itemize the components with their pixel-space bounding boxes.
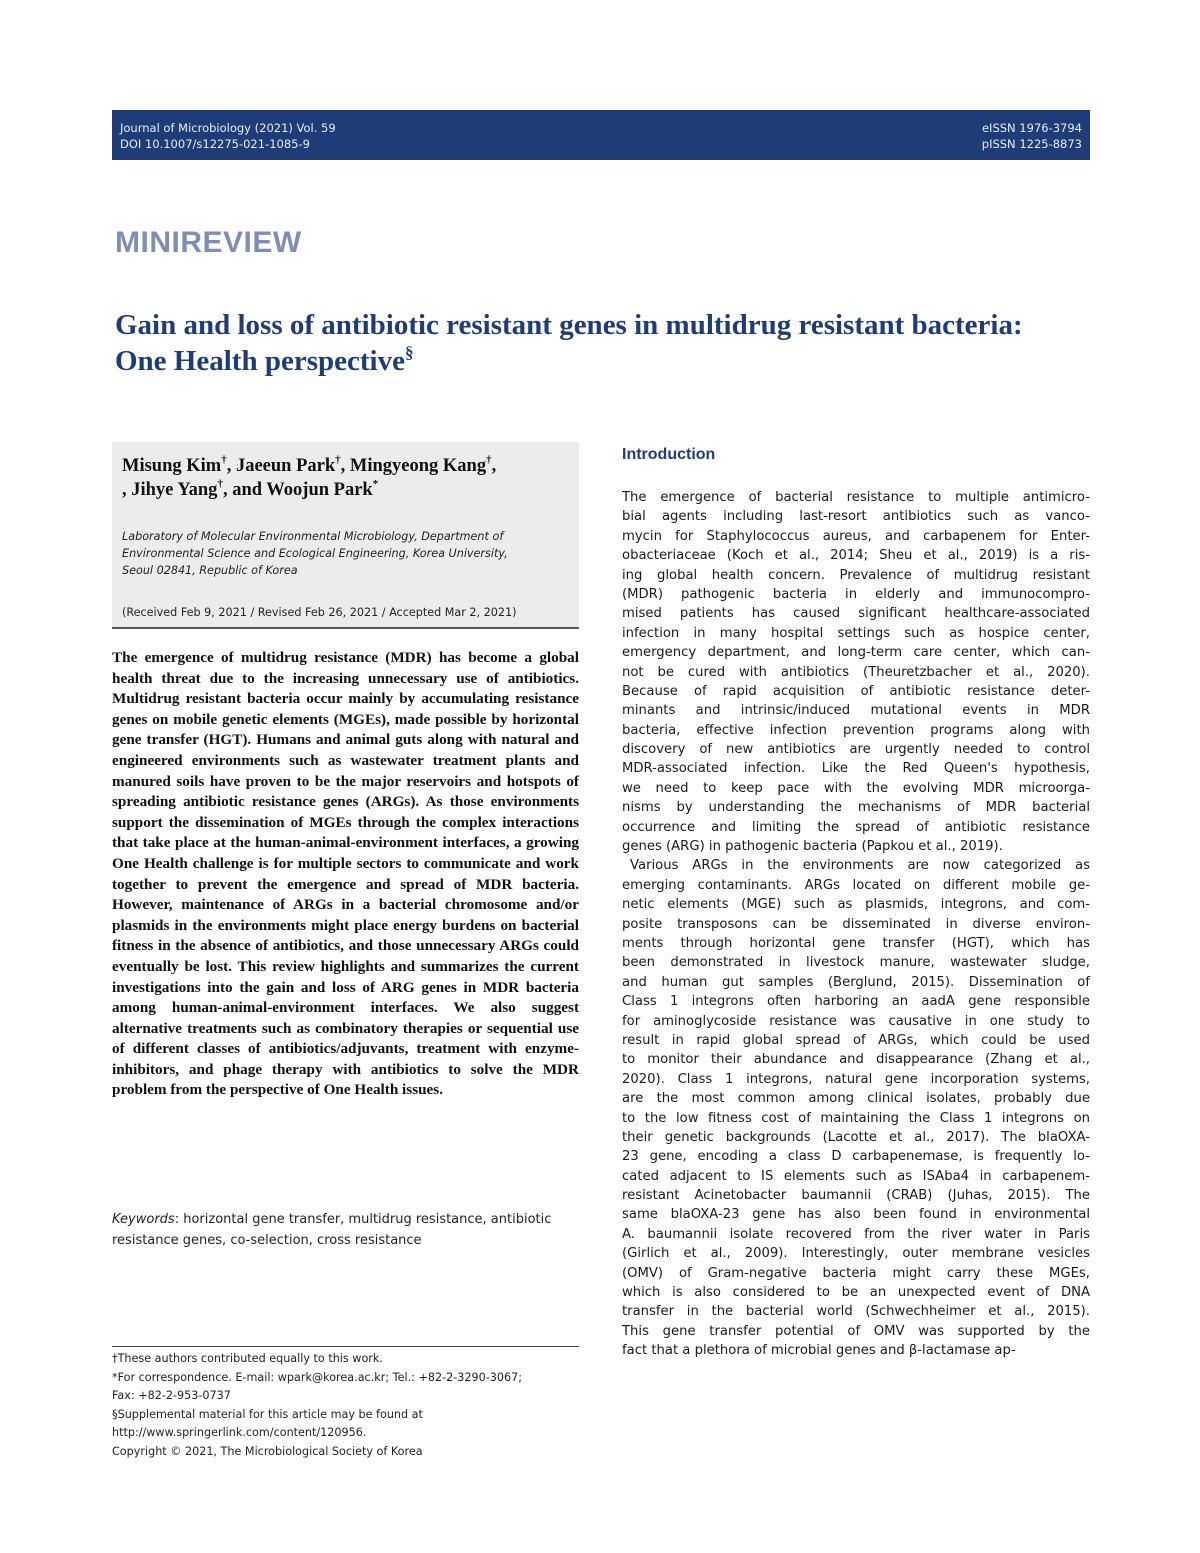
keywords xyxy=(112,1210,579,1251)
footnote-fax: Fax: +82-2-953-0737 xyxy=(112,1389,231,1403)
body-text-line: mised patients has caused significant healthcare-associated xyxy=(622,606,1090,622)
body-text-line: nisms by understanding the mechanisms of MDR bacterial xyxy=(622,800,1090,816)
journal-info xyxy=(120,120,336,152)
supplement-mark: § xyxy=(404,343,414,362)
author-list xyxy=(122,454,572,502)
introduction-heading: Introduction xyxy=(622,446,716,463)
body-text-line: 2020). Class 1 integrons, natural gene incorporation systems, xyxy=(622,1071,1090,1087)
footnote-rule xyxy=(112,1346,579,1347)
author-mark: † xyxy=(335,454,341,466)
body-text-line: to monitor their abundance and disappearance (Zhang et al., xyxy=(622,1052,1090,1068)
body-text-line: genes (ARG) in pathogenic bacteria (Papkou et al., 2019). xyxy=(622,839,1003,855)
affiliation-line: Laboratory of Molecular Environmental Microbiology, Department of xyxy=(122,530,504,543)
abstract: The emergence of multidrug resistance (MDR) has become a global health threat due to the increasing unnecessary use of antibiotics. Multidrug resistant bacteria occur mainly by accumulating resistance genes on mobile genetic elements (MGEs), made possible by horizontal gene transfer (HGT). Humans and animal guts along with natural and engineered environments such as wastewater treatment plants and manured soils have proven to be the major reservoirs and hotspots of spreading antibiotic resistance genes (ARGs). As those environments support the dissemination of MGEs through the complex interactions that take place at the human-animal-environment interfaces, a growing One Health challenge is for multiple sectors to communicate and work together to prevent the emergence and spread of MDR bacteria. However, maintenance of ARGs in a bacterial chromosome and/or plasmids in the environments might place energy burdens on bacterial fitness in the absence of antibiotics, and those unnecessary ARGs could eventually be lost. This review highlights and summarizes the current investigations into the gain and loss of ARG genes in MDR bacteria among human-animal-environment interfaces. We also suggest alternative treatments such as combinatory therapies or sequential use of different classes of antibiotics/adjuvants, treatment with enzyme-inhibitors, and phage therapy with antibiotics to solve the MDR problem from the perspective of One Health issues. xyxy=(112,649,579,1099)
affiliation-line: Seoul 02841, Republic of Korea xyxy=(122,564,298,577)
author-mark: † xyxy=(217,478,223,490)
author-mark: † xyxy=(486,454,492,466)
body-text-line: transfer in the bacterial world (Schwechheimer et al., 2015). xyxy=(622,1304,1090,1320)
author-name: , and Woojun Park xyxy=(222,480,373,500)
body-text-line: Because of rapid acquisition of antibiotic resistance deter- xyxy=(622,683,1090,699)
article-type-label: MINIREVIEW xyxy=(115,226,302,259)
body-text-line: resistant Acinetobacter baumannii (CRAB) (Juhas, 2015). The xyxy=(622,1188,1090,1204)
body-text-line: cated adjacent to IS elements such as ISAba4 in carbapenem- xyxy=(622,1168,1090,1184)
title-line-1: Gain and loss of antibiotic resistant genes in multidrug resistant bacteria: xyxy=(115,309,1023,341)
body-text-line: occurrence and limiting the spread of antibiotic resistance xyxy=(622,819,1090,835)
keywords-text: : horizontal gene transfer, multidrug resistance, antibiotic resistance genes, co-selection, cross resistance xyxy=(112,1212,552,1248)
doi: DOI 10.1007/s12275-021-1085-9 xyxy=(120,137,310,151)
body-text-line: netic elements (MGE) such as plasmids, integrons, and com- xyxy=(622,897,1090,913)
body-text-line: bial agents including last-resort antibiotics such as vanco- xyxy=(622,509,1090,525)
received-dates: (Received Feb 9, 2021 / Revised Feb 26, 2021 / Accepted Mar 2, 2021) xyxy=(122,606,517,619)
issn-info xyxy=(982,120,1082,152)
footnotes xyxy=(112,1350,582,1462)
author-name: , Jaeeun Park xyxy=(226,456,336,476)
author-mark: † xyxy=(221,454,227,466)
author-info-box xyxy=(112,442,579,627)
body-text-line: been demonstrated in livestock manure, wastewater sludge, xyxy=(622,955,1090,971)
author-name: Misung Kim xyxy=(122,456,222,476)
body-text-line: to the low fitness cost of maintaining the Class 1 integrons on xyxy=(622,1110,1090,1126)
body-text-line: posite transposons can be disseminated in diverse environ- xyxy=(622,916,1090,932)
author-mark: * xyxy=(372,478,379,490)
body-text-line: which is also considered to be an unexpected event of DNA xyxy=(622,1285,1090,1301)
journal-citation: Journal of Microbiology (2021) Vol. 59 xyxy=(120,121,336,135)
body-text-line: This gene transfer potential of OMV was supported by the xyxy=(622,1323,1090,1339)
eissn: eISSN 1976-3794 xyxy=(981,121,1082,135)
journal-header-banner xyxy=(112,110,1090,160)
body-text-line: emergency department, and long-term care center, which can- xyxy=(622,645,1090,661)
body-text-line: MDR-associated infection. Like the Red Queen's hypothesis, xyxy=(622,761,1090,777)
body-text-line: infection in many hospital settings such as hospice center, xyxy=(622,625,1090,641)
info-box-rule xyxy=(112,627,579,629)
article-title xyxy=(115,307,1105,379)
body-text-line: result in rapid global spread of ARGs, which could be used xyxy=(622,1032,1090,1048)
body-text-line: ments through horizontal gene transfer (HGT), which has xyxy=(622,935,1090,951)
body-text-line: we need to keep pace with the evolving MDR microorga- xyxy=(622,780,1090,796)
body-text-line: Class 1 integrons often harboring an aadA gene responsible xyxy=(622,994,1090,1010)
body-text-line: obacteriaceae (Koch et al., 2014; Sheu et al., 2019) is a ris- xyxy=(622,548,1090,564)
body-text-line: The emergence of bacterial resistance to multiple antimicro- xyxy=(622,490,1090,505)
body-text-line: A. baumannii isolate recovered from the river water in Paris xyxy=(622,1226,1090,1242)
body-text-line: ing global health concern. Prevalence of multidrug resistant xyxy=(622,567,1090,583)
body-text-line: and human gut samples (Berglund, 2015). Dissemination of xyxy=(622,974,1090,990)
footnote-supplement-link[interactable]: http://www.springerlink.com/content/120956. xyxy=(112,1426,367,1440)
body-text-line: not be cured with antibiotics (Theuretzbacher et al., 2020). xyxy=(622,664,1090,680)
body-text-line: (OMV) of Gram-negative bacteria might carry these MGEs, xyxy=(622,1265,1090,1281)
body-text-line: 23 gene, encoding a class D carbapenemase, is frequently lo- xyxy=(622,1149,1090,1165)
body-text-line: fact that a plethora of microbial genes and β-lactamase ap- xyxy=(622,1343,1016,1359)
body-text-line: minants and intrinsic/induced mutational events in MDR xyxy=(622,703,1090,719)
body-text-line: (MDR) pathogenic bacteria in elderly and immunocompro- xyxy=(622,586,1090,602)
author-name: , Mingyeong Kang xyxy=(340,456,487,476)
body-text-line: bacteria, effective infection prevention programs along with xyxy=(622,722,1090,738)
author-separator: , xyxy=(491,456,497,476)
author-name: , Jihye Yang xyxy=(122,480,218,500)
body-text-line: are the most common among clinical isolates, probably due xyxy=(622,1091,1090,1107)
title-line-2-text: One Health perspective xyxy=(115,345,405,377)
copyright: Copyright © 2021, The Microbiological Society of Korea xyxy=(112,1444,423,1458)
keywords-label: Keywords xyxy=(112,1212,175,1227)
body-text-line: Various ARGs in the environments are now categorized as xyxy=(630,858,1090,874)
body-text-line: discovery of new antibiotics are urgently needed to control xyxy=(622,742,1090,758)
body-text-line: mycin for Staphylococcus aureus, and carbapenem for Enter- xyxy=(622,528,1090,544)
footnote-correspondence: *For correspondence. E-mail: wpark@korea.ac.kr; Tel.: +82-2-3290-3067; xyxy=(112,1370,523,1384)
body-text-line: for aminoglycoside resistance was causative in one study to xyxy=(622,1013,1090,1029)
affiliation xyxy=(122,528,572,579)
affiliation-line: Environmental Science and Ecological Engineering, Korea University, xyxy=(122,547,508,560)
pissn: pISSN 1225-8873 xyxy=(981,137,1082,151)
footnote-supplement: §Supplemental material for this article may be found at xyxy=(112,1407,423,1421)
introduction-body xyxy=(622,488,1090,1361)
body-text-line: their genetic backgrounds (Lacotte et al., 2017). The blaOXA- xyxy=(622,1129,1090,1145)
footnote-equal-contribution: †These authors contributed equally to this work. xyxy=(112,1352,383,1365)
body-text-line: emerging contaminants. ARGs located on different mobile ge- xyxy=(622,877,1090,893)
title-line-2 xyxy=(115,343,1105,379)
body-text-line: same blaOXA-23 gene has also been found in environmental xyxy=(622,1207,1090,1223)
body-text-line: (Girlich et al., 2009). Interestingly, outer membrane vesicles xyxy=(622,1246,1090,1262)
